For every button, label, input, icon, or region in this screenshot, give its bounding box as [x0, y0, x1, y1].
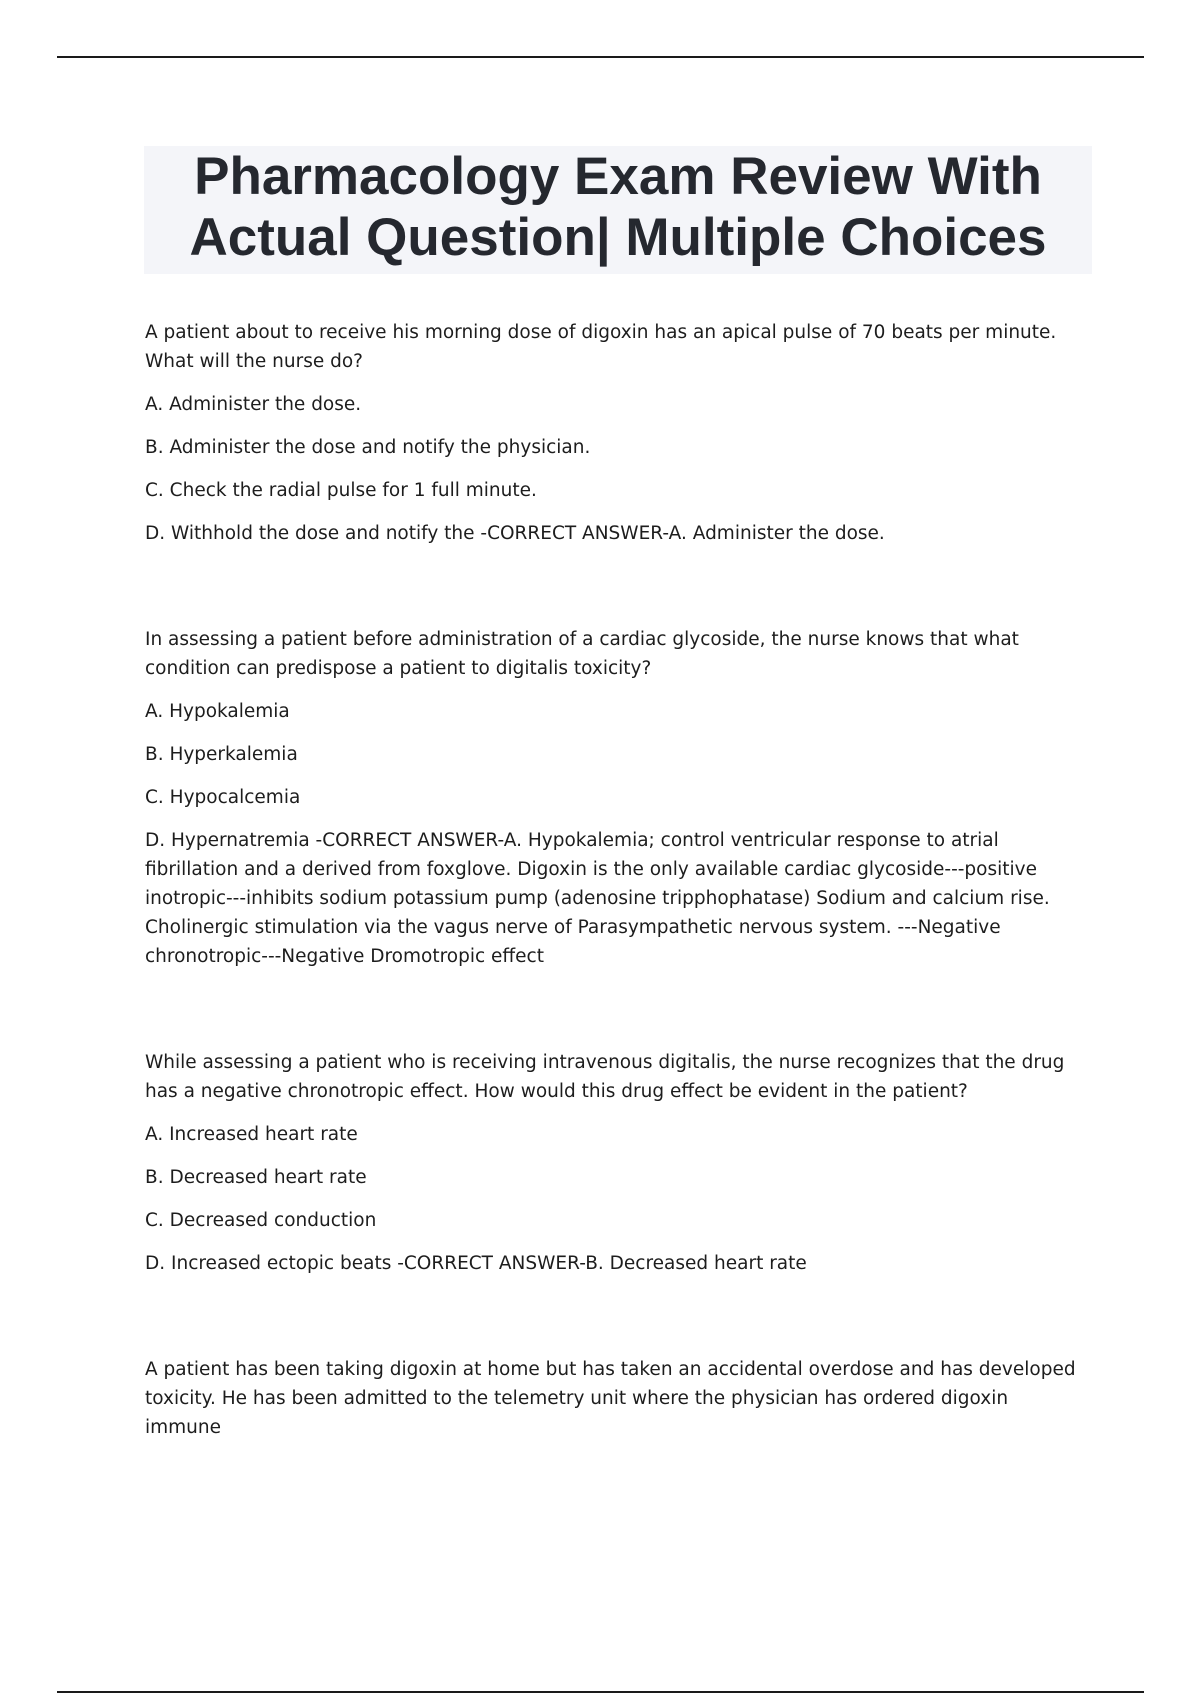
choice-a: A. Administer the dose. — [145, 394, 362, 415]
question-text: In assessing a patient before administration of a cardiac glycoside, the nurse knows that what condition can predispose a patient to digitalis toxicity? — [145, 629, 1019, 679]
question-list — [145, 318, 1085, 1471]
question-2 — [145, 625, 1085, 971]
question-1 — [145, 318, 1085, 548]
document-title: Pharmacology Exam Review With Actual Question| Multiple Choices — [189, 147, 1047, 267]
header-rule — [57, 56, 1144, 58]
choice-b: B. Administer the dose and notify the physician. — [145, 437, 591, 458]
question-text: A patient has been taking digoxin at home but has taken an accidental overdose and has developed toxicity. He has been admitted to the telemetry unit where the physician has ordered digoxin immune — [145, 1359, 1076, 1438]
choice-d-with-answer: D. Increased ectopic beats -CORRECT ANSWER-B. Decreased heart rate — [145, 1253, 807, 1274]
question-text: While assessing a patient who is receiving intravenous digitalis, the nurse recognizes that the drug has a negative chronotropic effect. How would this drug effect be evident in the patient? — [145, 1052, 1065, 1102]
choice-b: B. Hyperkalemia — [145, 744, 298, 765]
choice-c: C. Check the radial pulse for 1 full minute. — [145, 480, 537, 501]
footer-rule — [57, 1691, 1144, 1693]
choice-a: A. Hypokalemia — [145, 701, 290, 722]
question-text: A patient about to receive his morning dose of digoxin has an apical pulse of 70 beats per minute. What will the nurse do? — [145, 322, 1057, 372]
choice-c: C. Decreased conduction — [145, 1210, 377, 1231]
question-3 — [145, 1048, 1085, 1278]
choice-d-with-answer: D. Withhold the dose and notify the -CORRECT ANSWER-A. Administer the dose. — [145, 523, 885, 544]
choice-b: B. Decreased heart rate — [145, 1167, 367, 1188]
choice-a: A. Increased heart rate — [145, 1124, 358, 1145]
question-4 — [145, 1355, 1085, 1442]
choice-c: C. Hypocalcemia — [145, 787, 301, 808]
choice-d-with-answer: D. Hypernatremia -CORRECT ANSWER-A. Hypokalemia; control ventricular response to atrial fibrillation and a derived from foxglove. Digoxin is the only available cardiac glycoside---positive inotropic---inhibits sodium potassium pump (adenosine tripphophatase) Sodium and calcium rise. Cholinergic stimulation via the vagus nerve of Parasympathetic nervous system. ---Negative chronotropic---Negative Dromotropic effect — [145, 830, 1050, 967]
